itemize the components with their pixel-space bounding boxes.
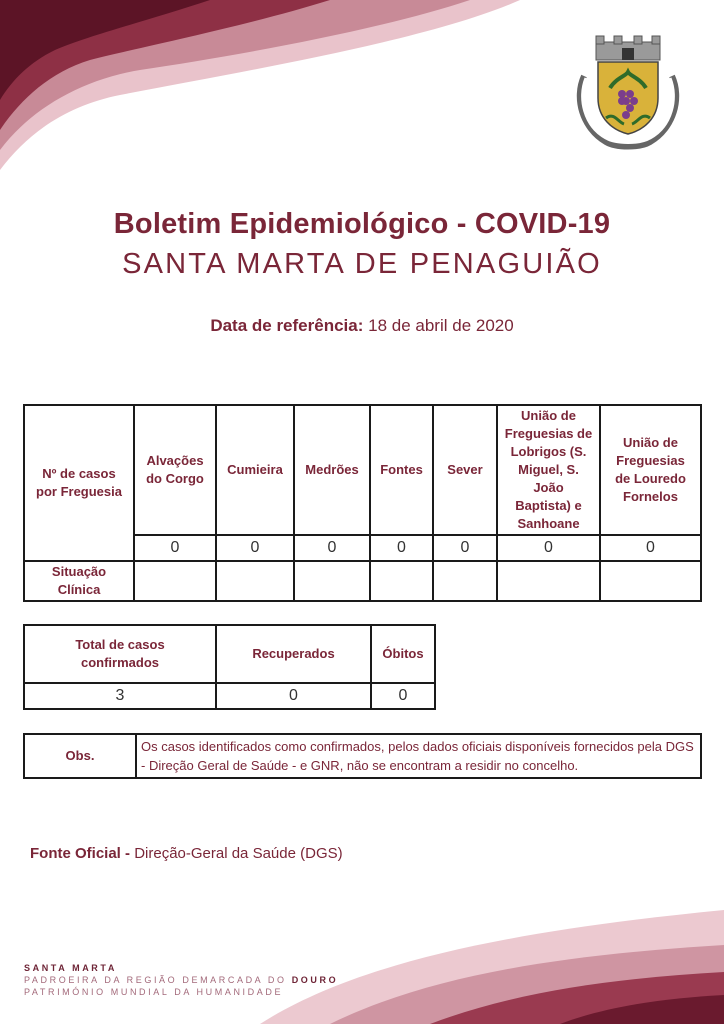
footer-line-2-text: PADROEIRA DA REGIÃO DEMARCADA DO [24,975,287,985]
official-source-label: Fonte Oficial - [30,845,131,862]
parish-cases-value: 0 [370,535,433,561]
clinical-situation-cell [216,561,294,601]
footer-line-2-bold: DOURO [291,975,339,985]
parish-header: Alvações do Corgo [134,405,216,535]
cases-row-label: Nº de casos por Freguesia [24,405,134,561]
footer-line-3: PATRIMÓNIO MUNDIAL DA HUMANIDADE [24,987,284,997]
deaths-value: 0 [371,683,435,709]
clinical-situation-label: Situação Clínica [24,561,134,601]
parish-cases-value: 0 [433,535,497,561]
total-confirmed-header: Total de casos confirmados [24,625,216,683]
parish-cases-value: 0 [600,535,701,561]
parish-header: Medrões [294,405,370,535]
coat-of-arms-logo [568,28,688,152]
reference-date-label: Data de referência: [210,316,364,335]
parish-header: União de Freguesias de Lobrigos (S. Miguel, S. João Baptista) e Sanhoane [497,405,600,535]
parish-cases-value: 0 [216,535,294,561]
official-source-value: Direção-Geral da Saúde (DGS) [134,845,343,862]
parish-cases-value: 0 [497,535,600,561]
cases-by-parish-table [23,404,702,602]
parish-header: União de Freguesias de Louredo Fornelos [600,405,701,535]
recovered-header: Recuperados [216,625,371,683]
clinical-situation-cell [497,561,600,601]
reference-date-value: 18 de abril de 2020 [368,316,514,335]
recovered-value: 0 [216,683,371,709]
total-confirmed-value: 3 [24,683,216,709]
footer-line-1: SANTA MARTA [24,963,117,973]
parish-cases-value: 0 [134,535,216,561]
footer-tagline [24,962,338,998]
observations-table [23,733,702,779]
footer-line-2 [24,974,338,986]
totals-table [23,624,436,710]
page-subtitle: SANTA MARTA DE PENAGUIÃO [122,248,602,280]
clinical-situation-cell [600,561,701,601]
clinical-situation-cell [134,561,216,601]
parish-cases-value: 0 [294,535,370,561]
official-source [30,845,343,862]
observations-text: Os casos identificados como confirmados, pelos dados oficiais disponíveis fornecidos pela DGS - Direção Geral de Saúde - e GNR, não se encontram a residir no concelho. [136,734,701,778]
observations-label: Obs. [24,734,136,778]
clinical-situation-cell [294,561,370,601]
parish-header: Fontes [370,405,433,535]
deaths-header: Óbitos [371,625,435,683]
page-title: Boletim Epidemiológico - COVID-19 [113,208,611,240]
reference-date [0,316,724,336]
clinical-situation-cell [370,561,433,601]
clinical-situation-cell [433,561,497,601]
parish-header: Sever [433,405,497,535]
parish-header: Cumieira [216,405,294,535]
